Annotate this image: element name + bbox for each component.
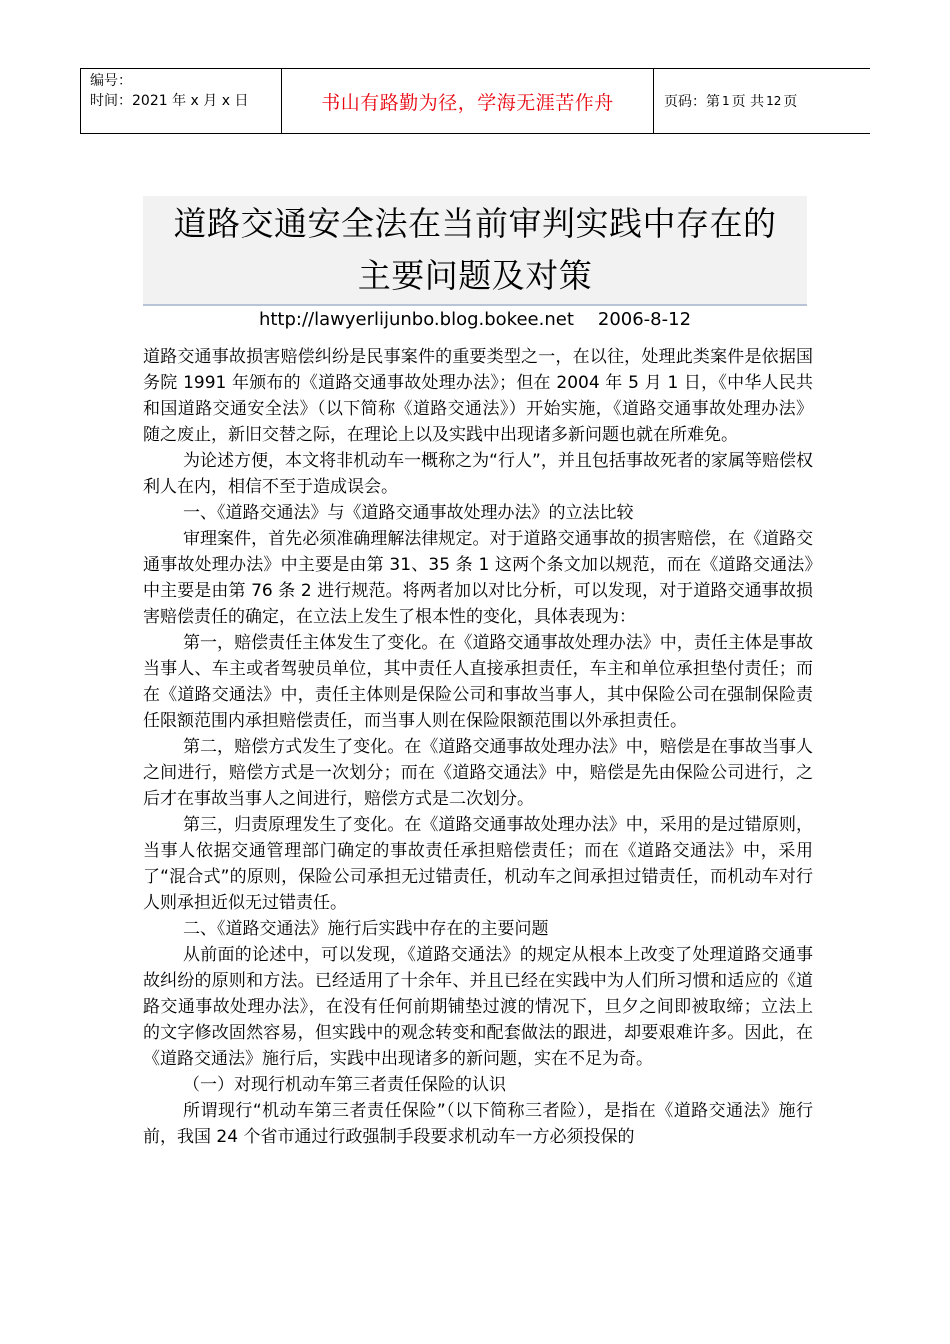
- section-heading: 一、《道路交通法》与《道路交通事故处理办法》的立法比较: [183, 503, 634, 523]
- subsection-heading: （一）对现行机动车第三者责任保险的认识: [183, 1075, 506, 1095]
- paragraph: 道路交通事故损害赔偿纠纷是民事案件的重要类型之一，在以往，处理此类案件是依据国务院 1991 年颁布的《道路交通事故处理办法》；但在 2004 年 5 月 1 日，《中华人民共和国道路交通安全法》（以下简称《道路交通法》）开始实施，《道路交通事故处理办法》随之废止，新旧交替之际，在理论上以及实践中出现诸多新问题也就在所难免。: [143, 347, 813, 445]
- paragraph: 审理案件，首先必须准确理解法律规定。对于道路交通事故的损害赔偿，在《道路交通事故处理办法》中主要是由第 31、35 条 1 这两个条文加以规范，而在《道路交通法》中主要是由第 76 条 2 进行规范。将两者加以对比分析，可以发现，对于道路交通事故损害赔偿责任的确定，在立法上发生了根本性的变化，具体表现为：: [143, 529, 813, 627]
- number-label: 编号：: [90, 73, 132, 89]
- title-line-1: 道路交通安全法在当前审判实践中存在的: [173, 204, 777, 243]
- paragraph: 第二，赔偿方式发生了变化。在《道路交通事故处理办法》中，赔偿是在事故当事人之间进行，赔偿方式是一次划分；而在《道路交通法》中，赔偿是先由保险公司进行，之后才在事故当事人之间进行，赔偿方式是二次划分。: [143, 737, 813, 809]
- source-url[interactable]: http://lawyerlijunbo.blog.bokee.net: [258, 309, 574, 330]
- header-meta-cell: [81, 69, 282, 133]
- document-header: [80, 68, 870, 134]
- paragraph: 第一，赔偿责任主体发生了变化。在《道路交通事故处理办法》中，责任主体是事故当事人、车主或者驾驶员单位，其中责任人直接承担责任，车主和单位承担垫付责任；而在《道路交通法》中，责任主体则是保险公司和事故当事人，其中保险公司在强制保险责任限额范围内承担赔偿责任，而当事人则在保险限额范围以外承担责任。: [143, 633, 813, 731]
- source-line: [143, 308, 807, 332]
- title-block: [143, 196, 807, 306]
- paragraph: 为论述方便，本文将非机动车一概称之为“行人”，并且包括事故死者的家属等赔偿权利人在内，相信不至于造成误会。: [143, 451, 813, 497]
- paragraph: 从前面的论述中，可以发现，《道路交通法》的规定从根本上改变了处理道路交通事故纠纷的原则和方法。已经适用了十余年、并且已经在实践中为人们所习惯和适应的《道路交通事故处理办法》，在没有任何前期铺垫过渡的情况下，旦夕之间即被取缔；立法上的文字修改固然容易，但实践中的观念转变和配套做法的跟进，却要艰难许多。因此，在《道路交通法》施行后，实践中出现诸多的新问题，实在不足为奇。: [143, 945, 813, 1069]
- motto-cell: [282, 69, 654, 133]
- page-suffix: 页: [783, 94, 798, 110]
- motto-text: 书山有路勤为径，学海无涯苦作舟: [321, 91, 614, 114]
- article-body: [143, 344, 813, 1150]
- page-mid: 页 共: [731, 94, 765, 110]
- paragraph: 所谓现行“机动车第三者责任保险”（以下简称三者险），是指在《道路交通法》施行前，我国 24 个省市通过行政强制手段要求机动车一方必须投保的: [143, 1101, 813, 1147]
- page-total: 12: [766, 94, 782, 108]
- page-number-cell: [654, 69, 870, 133]
- source-date: 2006-8-12: [597, 309, 692, 330]
- section-heading: 二、《道路交通法》施行后实践中存在的主要问题: [183, 919, 549, 939]
- page-prefix: 页码：第: [664, 94, 720, 110]
- title-line-2: 主要问题及对策: [357, 256, 593, 295]
- paragraph: 第三，归责原理发生了变化。在《道路交通事故处理办法》中，采用的是过错原则，当事人依据交通管理部门确定的事故责任承担赔偿责任；而在《道路交通法》中，采用了“混合式”的原则，保险公司承担无过错责任，机动车之间承担过错责任，而机动车对行人则承担近似无过错责任。: [143, 815, 813, 913]
- page-current: 1: [722, 94, 730, 108]
- date-label: 时间：2021 年 x 月 x 日: [90, 93, 249, 109]
